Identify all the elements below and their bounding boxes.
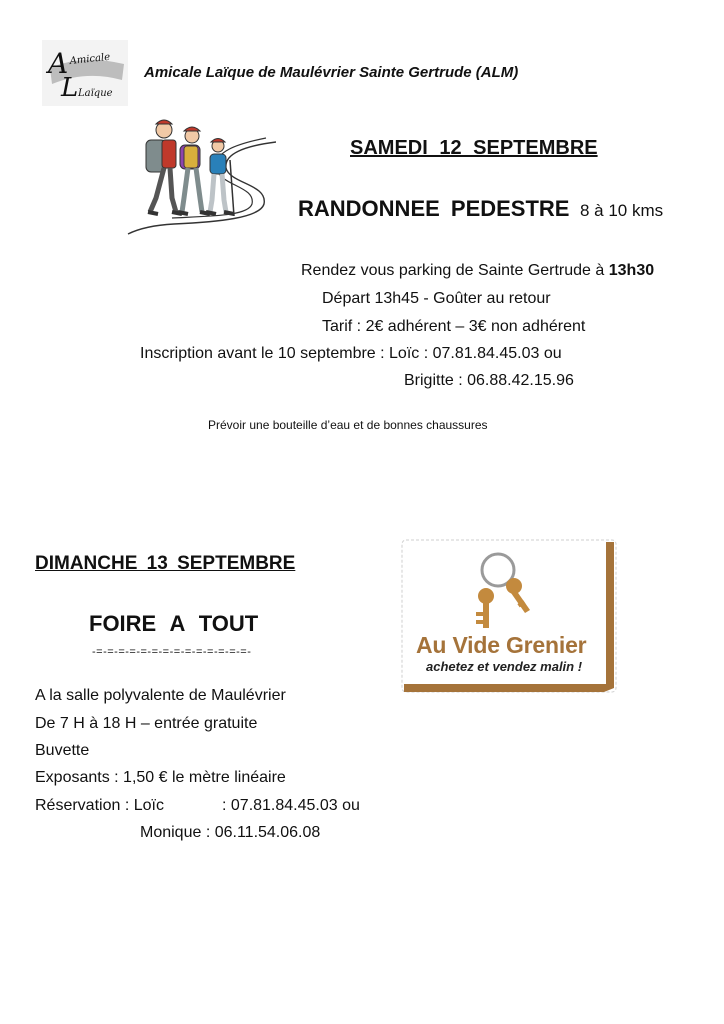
- meeting-time: 13h30: [608, 262, 655, 279]
- sunday-exhibitors-line: Exposants : 1,50 € le mètre linéaire: [35, 769, 286, 786]
- saturday-date-heading: SAMEDI 12 SEPTEMBRE: [350, 137, 598, 159]
- sunday-event-title: FOIRE A TOUT: [89, 611, 259, 636]
- meeting-text: Rendez vous parking de Sainte Gertrude à: [301, 262, 609, 279]
- saturday-registration-line: Inscription avant le 10 septembre : Loïc : 07.81.84.45.03 ou: [140, 345, 562, 362]
- hikers-illustration: [126, 112, 276, 240]
- svg-text:A: A: [48, 47, 69, 80]
- sunday-bar-line: Buvette: [35, 742, 90, 759]
- saturday-note: Prévoir une bouteille d’eau et de bonnes chaussures: [208, 418, 488, 432]
- saturday-departure-line: Départ 13h45 - Goûter au retour: [322, 290, 551, 307]
- sunday-separator: -=-=-=-=-=-=-=-=-=-=-=-=-=-=-: [92, 646, 252, 658]
- saturday-distance: 8 à 10 kms: [580, 201, 664, 220]
- svg-text:L: L: [61, 73, 79, 103]
- badge-title: Au Vide Grenier: [416, 632, 587, 658]
- alm-logo: [42, 40, 128, 106]
- sunday-venue-line: A la salle polyvalente de Maulévrier: [35, 687, 286, 704]
- saturday-price-line: Tarif : 2€ adhérent – 3€ non adhérent: [322, 318, 586, 335]
- sunday-date-heading: DIMANCHE 13 SEPTEMBRE: [35, 553, 296, 574]
- badge-slogan: achetez et vendez malin !: [426, 659, 583, 674]
- sunday-reservation-phone: : 07.81.84.45.03 ou: [222, 797, 360, 814]
- saturday-meeting-line: [301, 262, 654, 280]
- saturday-event-title: RANDONNEE PEDESTRE: [298, 196, 570, 221]
- sunday-hours-line: De 7 H à 18 H – entrée gratuite: [35, 715, 258, 732]
- sunday-contact-line: Monique : 06.11.54.06.08: [140, 824, 321, 841]
- organization-title: Amicale Laïque de Maulévrier Sainte Gertrude (ALM): [144, 64, 519, 81]
- logo-word-laique: Laïque: [78, 88, 113, 99]
- saturday-contact-line: Brigitte : 06.88.42.15.96: [404, 372, 574, 389]
- logo-word-amicale: Amicale: [69, 51, 111, 67]
- sunday-reservation-label: Réservation : Loïc: [35, 797, 164, 814]
